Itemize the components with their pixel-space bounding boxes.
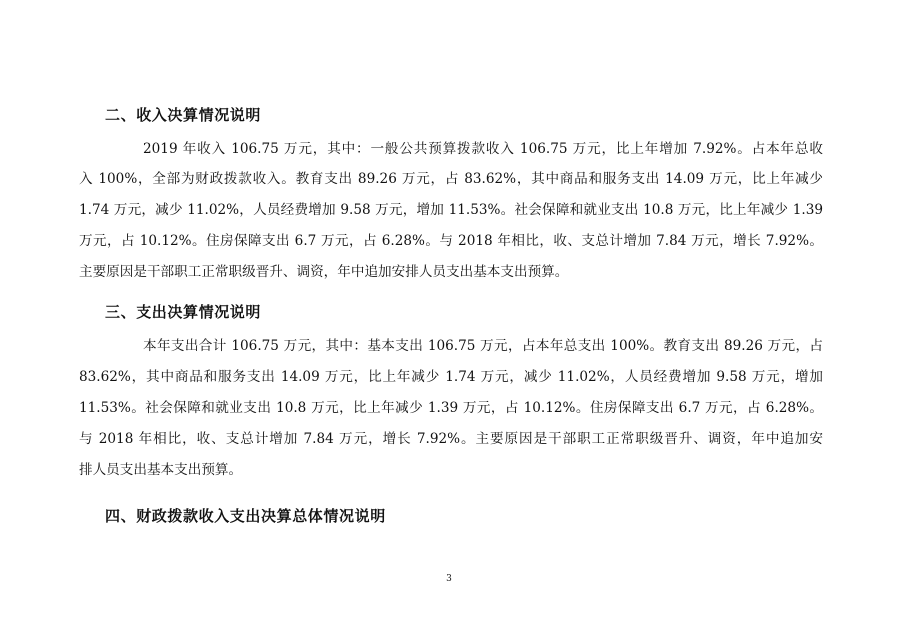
paragraph-line: 1.74 万元，减少 11.02%，人员经费增加 9.58 万元，增加 11.53%。社会保障和就业支出 10.8 万元，比上年减少 1.39 [79,202,823,218]
paragraph-line: 与 2018 年相比，收、支总计增加 7.84 万元，增长 7.92%。主要原因是干部职工正常职级晋升、调资，年中追加安 [79,431,823,447]
page-number: 3 [446,574,452,584]
paragraph-line: 主要原因是干部职工正常职级晋升、调资，年中追加安排人员支出基本支出预算。 [79,264,569,280]
paragraph-line: 2019 年收入 106.75 万元，其中：一般公共预算拨款收入 106.75 万元，比上年增加 7.92%。占本年总收 [143,141,823,157]
paragraph-line: 83.62%，其中商品和服务支出 14.09 万元，比上年减少 1.74 万元，减少 11.02%，人员经费增加 9.58 万元，增加 [79,369,823,385]
section-heading-income: 二、收入决算情况说明 [105,106,262,124]
paragraph-line: 入 100%，全部为财政拨款收入。教育支出 89.26 万元，占 83.62%，其中商品和服务支出 14.09 万元，比上年减少 [79,171,823,187]
section-heading-expenditure: 三、支出决算情况说明 [105,303,262,321]
section-heading-fiscal-summary: 四、财政拨款收入支出决算总体情况说明 [105,507,386,525]
paragraph-line: 万元，占 10.12%。住房保障支出 6.7 万元，占 6.28%。与 2018 年相比，收、支总计增加 7.84 万元，增长 7.92%。 [79,233,823,249]
paragraph-line: 排人员支出基本支出预算。 [79,462,243,478]
paragraph-line: 11.53%。社会保障和就业支出 10.8 万元，比上年减少 1.39 万元，占 10.12%。住房保障支出 6.7 万元，占 6.28%。 [79,400,823,416]
paragraph-line: 本年支出合计 106.75 万元，其中：基本支出 106.75 万元，占本年总支出 100%。教育支出 89.26 万元，占 [143,338,823,354]
